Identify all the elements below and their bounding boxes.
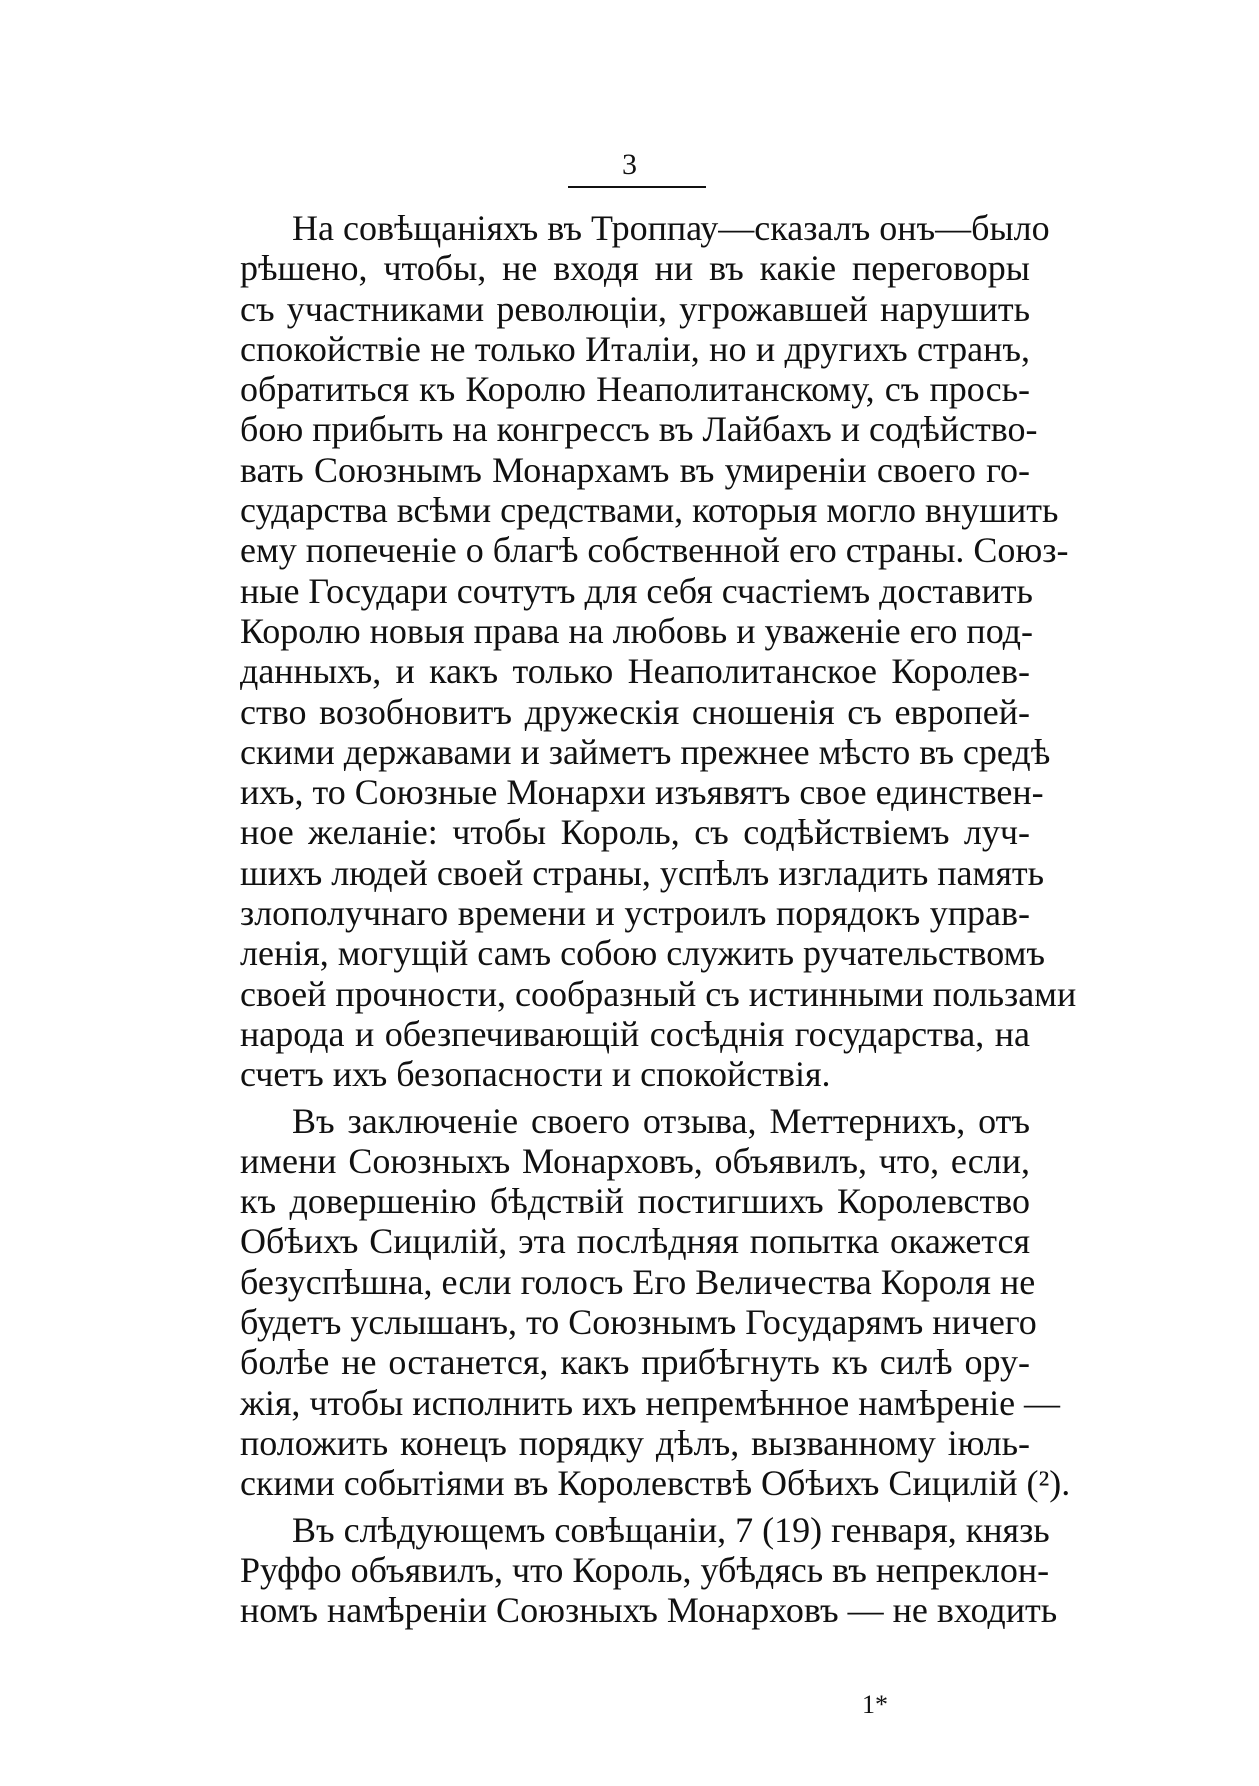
text-line: ленія, могущій самъ собою служить ручательствомъ [240,933,1045,974]
text-line: ные Государи сочтутъ для себя счастіемъ доставить [240,570,1033,611]
text-line: данныхъ, и какъ только Неаполитанское Королев- [240,651,1030,692]
header-rule [568,186,706,188]
text-line: къ довершенію бѣдствій постигшихъ Королевство [240,1181,1030,1222]
text-line: ему попеченіе о благѣ собственной его страны. Союз- [240,530,1069,571]
text-line: сударства всѣми средствами, которыя могло внушить [240,490,1059,531]
text-line: Въ слѣдующемъ совѣщаніи, 7 (19) генваря, князь [292,1509,1050,1550]
text-line: болѣе не останется, какъ прибѣгнуть къ силѣ ору- [240,1342,1030,1383]
text-line: народа и обезпечивающій сосѣднія государства, на [240,1013,1030,1054]
text-line: Руффо объявилъ, что Король, убѣдясь въ непреклон- [240,1549,1050,1590]
page-number: 3 [622,148,637,181]
paragraph [240,1509,1058,1631]
text-line: спокойствіе не только Италіи, но и другихъ странъ, [240,328,1030,369]
text-line: злополучнаго времени и устроилъ порядокъ управ- [240,893,1030,934]
signature-mark: 1* [862,1690,888,1719]
text-line: жія, чтобы исполнить ихъ непремѣнное намѣреніе — [240,1382,1061,1423]
text-line: ное желаніе: чтобы Король, съ содѣйствіемъ луч- [240,812,1030,853]
paragraph [240,1100,1071,1504]
text-line: скими державами и займетъ прежнее мѣсто въ средѣ [240,731,1051,772]
text-line: обратиться къ Королю Неаполитанскому, съ прось- [240,369,1030,410]
body-text [240,208,1077,1631]
paragraph [240,208,1077,1095]
text-line: скими событіями въ Королевствѣ Обѣихъ Сицилій (²). [240,1463,1071,1504]
text-line: Обѣихъ Сицилій, эта послѣдняя попытка окажется [240,1221,1030,1262]
text-line: будетъ услышанъ, то Союзнымъ Государямъ ничего [240,1302,1037,1343]
text-line: ихъ, то Союзные Монархи изъявятъ свое единствен- [240,772,1044,813]
text-line: Въ заключеніе своего отзыва, Меттернихъ, отъ [292,1100,1030,1141]
text-line: имени Союзныхъ Монарховъ, объявилъ, что, если, [240,1140,1030,1181]
text-line: На совѣщаніяхъ въ Троппау—сказалъ онъ—было [292,208,1050,248]
text-line: безуспѣшна, если голосъ Его Величества Короля не [240,1261,1036,1302]
text-line: рѣшено, чтобы, не входя ни въ какіе переговоры [240,248,1030,289]
text-line: номъ намѣреніи Союзныхъ Монарховъ — не входить [240,1590,1058,1631]
text-line: шихъ людей своей страны, успѣлъ изгладить память [240,852,1045,893]
text-line: положить конецъ порядку дѣлъ, вызванному іюль- [240,1422,1030,1463]
text-line: вать Союзнымъ Монархамъ въ умиреніи своего го- [240,449,1030,490]
text-line: счетъ ихъ безопасности и спокойствія. [240,1054,831,1095]
text-line: Королю новыя права на любовь и уваженіе его под- [240,610,1033,651]
text-line: бою прибыть на конгрессъ въ Лайбахъ и содѣйство- [240,409,1038,450]
text-line: ство возобновитъ дружескія сношенія съ европей- [240,691,1030,732]
text-line: съ участниками революціи, угрожавшей нарушить [240,288,1030,329]
text-line: своей прочности, сообразный съ истинными пользами [240,973,1077,1014]
